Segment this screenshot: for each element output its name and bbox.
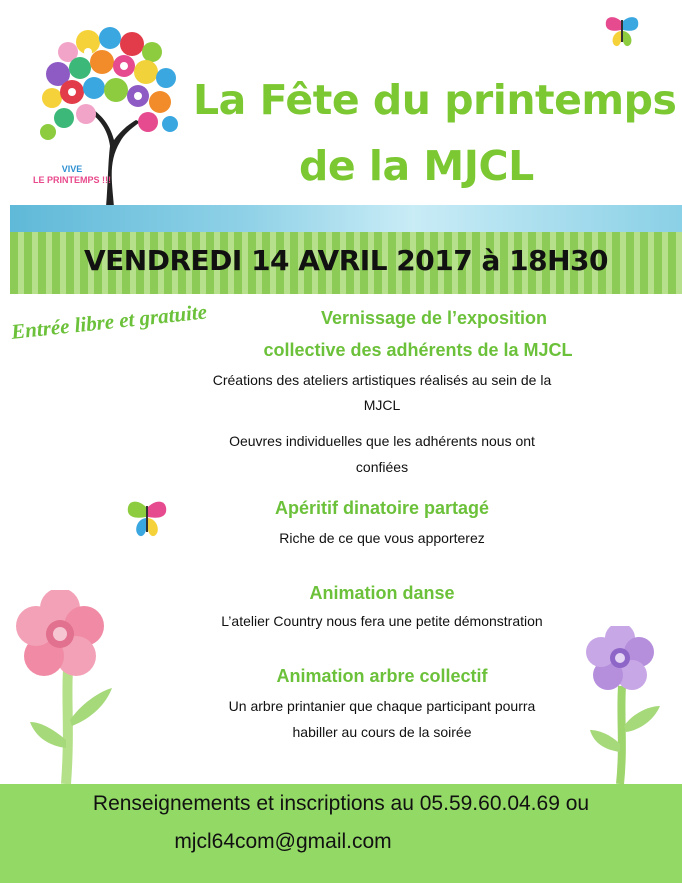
page-title-line1: La Fête du printemps [193,76,677,124]
section-title-vernissage-line2: collective des adhérents de la MJCL [263,340,573,360]
free-entry-label: Entrée libre et gratuite [10,299,209,344]
butterfly-icon [604,14,640,48]
footer-contact-line: Renseignements et inscriptions au 05.59.60.04.69 ou [92,792,590,815]
purple-flower-illustration [578,626,668,784]
tree-caption-line1: VIVE [61,164,83,174]
blue-band [10,205,682,232]
section-body-line: confiées [355,459,409,475]
section-title-aperitif: Apéritif dinatoire partagé [274,498,490,518]
section-title-vernissage-line1: Vernissage de l’exposition [320,308,548,328]
section-body-line: Oeuvres individuelles que les adhérents nous ont [229,433,535,449]
tree-caption-line2: LE PRINTEMPS !!! [33,175,111,185]
event-date: VENDREDI 14 AVRIL 2017 à 18H30 [84,244,608,277]
section-body-line: habiller au cours de la soirée [292,724,472,740]
section-body-line: MJCL [363,397,401,413]
footer-email[interactable]: mjcl64com@gmail.com [174,830,392,853]
section-title-danse: Animation danse [309,583,455,603]
butterfly-icon [126,498,168,538]
section-title-arbre: Animation arbre collectif [276,666,488,686]
page-title-line2: de la MJCL [299,142,534,190]
section-body-line: L’atelier Country nous fera une petite démonstration [221,613,543,629]
section-body-line: Un arbre printanier que chaque participant pourra [228,698,536,714]
section-body-line: Créations des ateliers artistiques réalisés au sein de la [212,372,552,388]
tree-caption [32,164,112,186]
pink-flower-illustration [8,590,118,784]
section-body-line: Riche de ce que vous apporterez [279,530,485,546]
